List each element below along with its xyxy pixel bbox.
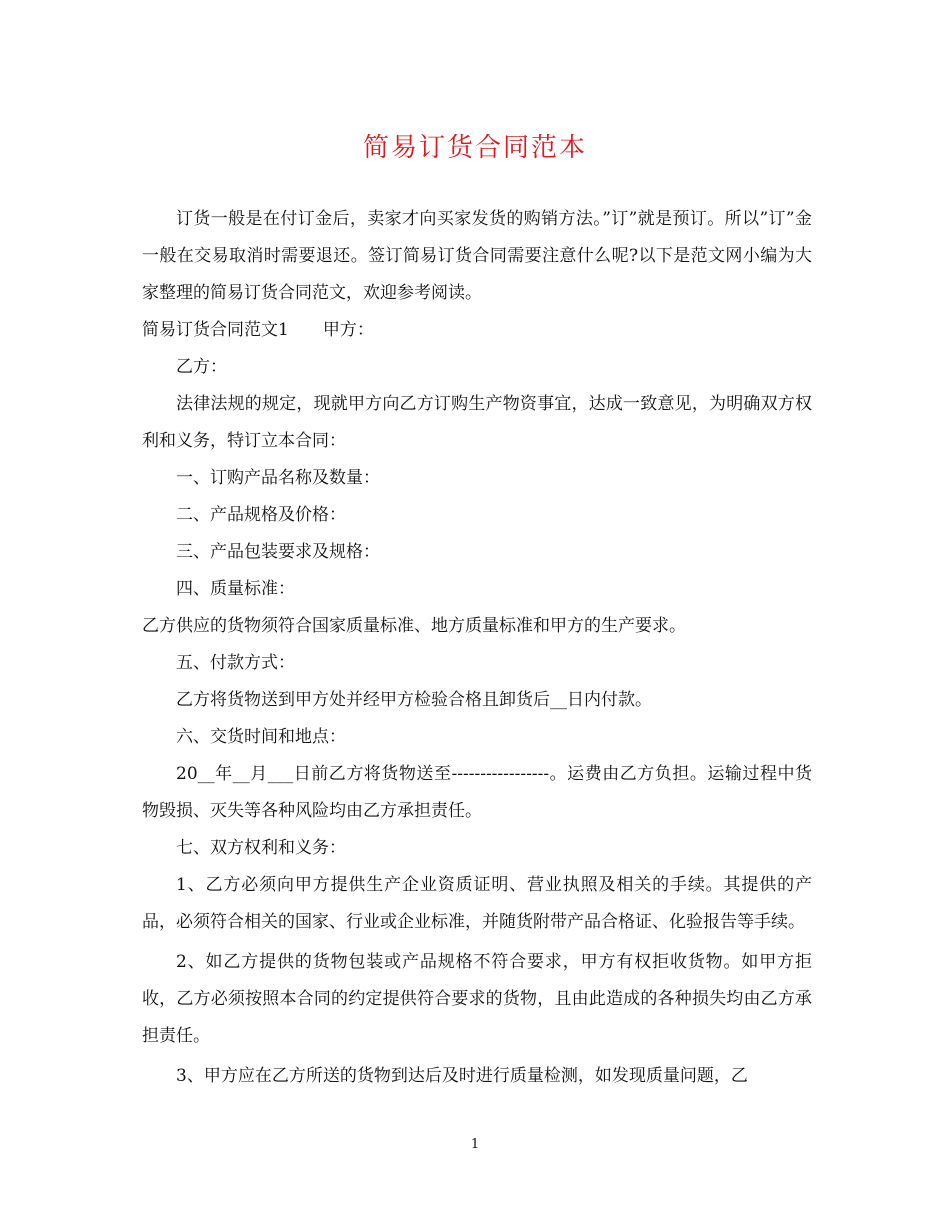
clause-6-heading: 六、交货时间和地点： bbox=[176, 727, 346, 747]
contract-heading-line: 简易订货合同范文1 甲方： bbox=[142, 320, 374, 340]
payment-text: 乙方将货物送到甲方处并经甲方检验合格且卸货后__日内付款。 bbox=[176, 690, 652, 710]
clause-7-heading: 七、双方权利和义务： bbox=[176, 838, 346, 858]
obligation-item-1: 1、乙方必须向甲方提供生产企业资质证明、营业执照及相关的手续。其提供的产品，必须符合相关的国家、行业或企业标准，并随货附带产品合格证、化验报告等手续。 bbox=[142, 875, 812, 932]
document-title: 简易订货合同范本 bbox=[362, 133, 587, 163]
obligation-item-3: 3、甲方应在乙方所送的货物到达后及时进行质量检测，如发现质量问题，乙 bbox=[176, 1066, 748, 1086]
obligation-item-2: 2、如乙方提供的货物包装或产品规格不符合要求，甲方有权拒收货物。如甲方拒收，乙方必须按照本合同的约定提供符合要求的货物，且由此造成的各种损失均由乙方承担责任。 bbox=[142, 952, 812, 1046]
party-b-line: 乙方： bbox=[176, 357, 227, 377]
clause-1-heading: 一、订购产品名称及数量： bbox=[176, 468, 380, 488]
intro-paragraph: 订货一般是在付订金后，卖家才向买家发货的购销方法。”订”就是预订。所以”订”金一般在交易取消时需要退还。签订简易订货合同需要注意什么呢?以下是范文网小编为大家整理的简易订货合同范文，欢迎参考阅读。 bbox=[142, 209, 812, 303]
quality-standard-text: 乙方供应的货物须符合国家质量标准、地方质量标准和甲方的生产要求。 bbox=[142, 616, 686, 636]
clause-2-heading: 二、产品规格及价格： bbox=[176, 505, 346, 525]
clause-5-heading: 五、付款方式： bbox=[176, 653, 295, 673]
clause-3-heading: 三、产品包装要求及规格： bbox=[176, 542, 380, 562]
clause-4-heading: 四、质量标准： bbox=[176, 579, 295, 599]
document-body bbox=[142, 201, 812, 1095]
delivery-text: 20__年__月___日前乙方将货物送至-----------------。运费由乙方负担。运输过程中货物毁损、灭失等各种风险均由乙方承担责任。 bbox=[142, 764, 812, 821]
preamble-paragraph: 法律法规的规定，现就甲方向乙方订购生产物资事宜，达成一致意见，为明确双方权利和义务，特订立本合同： bbox=[142, 394, 812, 451]
page-number: 1 bbox=[470, 1137, 480, 1152]
